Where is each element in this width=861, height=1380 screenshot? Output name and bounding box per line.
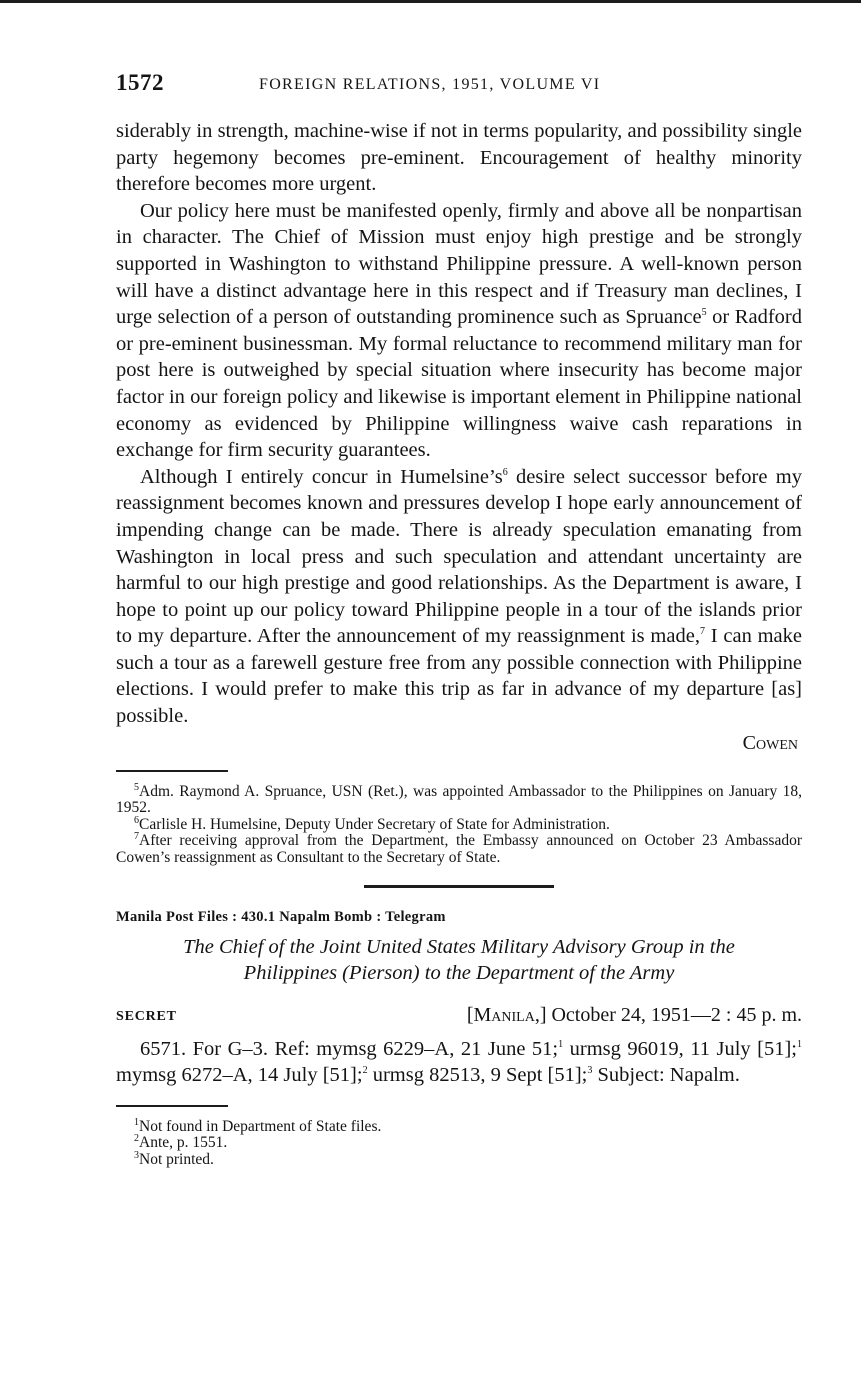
footnote-text: Adm. Raymond A. Spruance, USN (Ret.), was appointed Ambassador to the Philippines on January 18, 1952. [116, 782, 802, 817]
classification-mark: SECRET [116, 1008, 177, 1024]
telegram-message [116, 1036, 802, 1089]
paragraph-text: desire select successor before my reassignment becomes known and pressures develop I hope early announcement of impending change can be made. There is already speculation emanating from Washington in local press and such speculation and attendant uncertainty are harmful to our high prestige and good relationships. As the Department is aware, I hope to point up our policy toward Philippine people in a tour of the islands prior to my departure. After the announcement of my reassignment is made, [116, 465, 802, 648]
footnote-ref: 7 [699, 626, 705, 638]
footnote-mark: 2 [134, 1133, 139, 1145]
footnote-mark: 7 [134, 831, 139, 843]
classification-dateline [116, 1004, 802, 1032]
footnote-mark: 6 [134, 814, 139, 826]
signature: Cowen [742, 731, 798, 754]
footnote-text: Not printed. [139, 1151, 214, 1168]
message-text: urmsg 82513, 9 Sept [51]; [367, 1064, 588, 1087]
footnote-text: After receiving approval from the Department, the Embassy announced on October 23 Ambassador Cowen’s reassignment as Consultant to the Secretary of State. [116, 832, 802, 867]
paragraph-continued: siderably in strength, machine-wise if not in terms popularity, and possibility single party hegemony becomes pre-eminent. Encouragement of healthy minority therefore becomes more urgent. [116, 120, 802, 196]
letter-body [116, 118, 802, 756]
footnote-mark: 3 [134, 1149, 139, 1161]
footnote-text: Carlisle H. Humelsine, Deputy Under Secretary of State for Administration. [139, 815, 610, 833]
document-page [116, 70, 802, 1169]
file-reference: Manila Post Files : 430.1 Napalm Bomb : Telegram [116, 908, 446, 925]
footnotes-upper [116, 781, 802, 867]
running-head: FOREIGN RELATIONS, 1951, VOLUME VI [259, 76, 601, 93]
footnote [116, 781, 802, 817]
footnote [116, 1149, 802, 1169]
title-text: Philippines ( [243, 961, 350, 984]
footnote-ref: 3 [587, 1065, 593, 1077]
footnote-ref: 6 [502, 466, 508, 478]
message-text: 6571. For G–3. Ref: mymsg 6229–A, 21 June 51; [140, 1037, 559, 1060]
sender-name: Pierson [349, 961, 413, 984]
message-text: urmsg 96019, 11 July [51]; [563, 1037, 797, 1060]
paragraph-policy [116, 198, 802, 464]
footnote-text: Not found in Department of State files. [139, 1117, 382, 1135]
title-line [116, 960, 802, 986]
title-text: ) to the Department of the Army [412, 961, 675, 984]
page-top-border [0, 0, 861, 3]
footnote-text: Ante, p. 1551. [139, 1134, 228, 1152]
message-paragraph [116, 1036, 802, 1089]
dateline-bracket: [ [466, 1003, 474, 1026]
paragraph-text: Our policy here must be manifested openly, firmly and above all be nonpartisan in character. The Chief of Mission must enjoy high prestige and be strongly supported in Washington to withstand Philippine pressure. A well-known person will have a distinct advantage here in this respect and if Treasury man declines, I urge selection of a person of outstanding prominence such as Spruance [116, 199, 802, 329]
message-text: mymsg 6272–A, 14 July [51]; [116, 1064, 363, 1087]
footnote-ref: 1 [797, 1038, 802, 1050]
footnote-mark: 5 [134, 781, 139, 793]
footnote [116, 1116, 802, 1136]
dateline [467, 1004, 802, 1027]
dateline-date: ,] October 24, 1951—2 : 45 p. m. [534, 1003, 802, 1026]
page-header [116, 70, 802, 104]
footnote [116, 1135, 802, 1152]
footnote-mark: 1 [134, 1116, 139, 1128]
footnote-ref: 2 [362, 1065, 368, 1077]
message-text: Subject: Napalm. [592, 1064, 740, 1087]
paragraph-text: I can make such a tour as a farewell gesture free from any possible connection with Philippine elections. I would prefer to make this trip as far in advance of my departure [as] possible. [116, 625, 803, 728]
footnote [116, 833, 802, 866]
dateline-place: Manila [473, 1003, 535, 1026]
footnote-ref: 1 [558, 1038, 564, 1050]
footnotes-lower [116, 1116, 802, 1169]
paragraph-text: or Radford or pre-eminent businessman. My formal reluctance to recommend military man for post here is outweighed by special situation where insecurity has become major factor in our foreign policy and likewise is important element in Philippine national economy as evidenced by Philippine willingness waive cash reparations in exchange for firm security guarantees. [116, 306, 802, 462]
title-line: The Chief of the Joint United States Military Advisory Group in the [183, 935, 735, 958]
footnote [116, 814, 802, 834]
paragraph-successor [116, 464, 802, 730]
footnote-divider [116, 1105, 228, 1107]
page-number: 1572 [116, 70, 164, 95]
section-divider [364, 885, 554, 888]
document-title [116, 934, 802, 986]
footnote-divider [116, 770, 228, 772]
footnote-ref: 5 [701, 307, 707, 319]
paragraph-text: Although I entirely concur in Humelsine’s [140, 465, 503, 488]
